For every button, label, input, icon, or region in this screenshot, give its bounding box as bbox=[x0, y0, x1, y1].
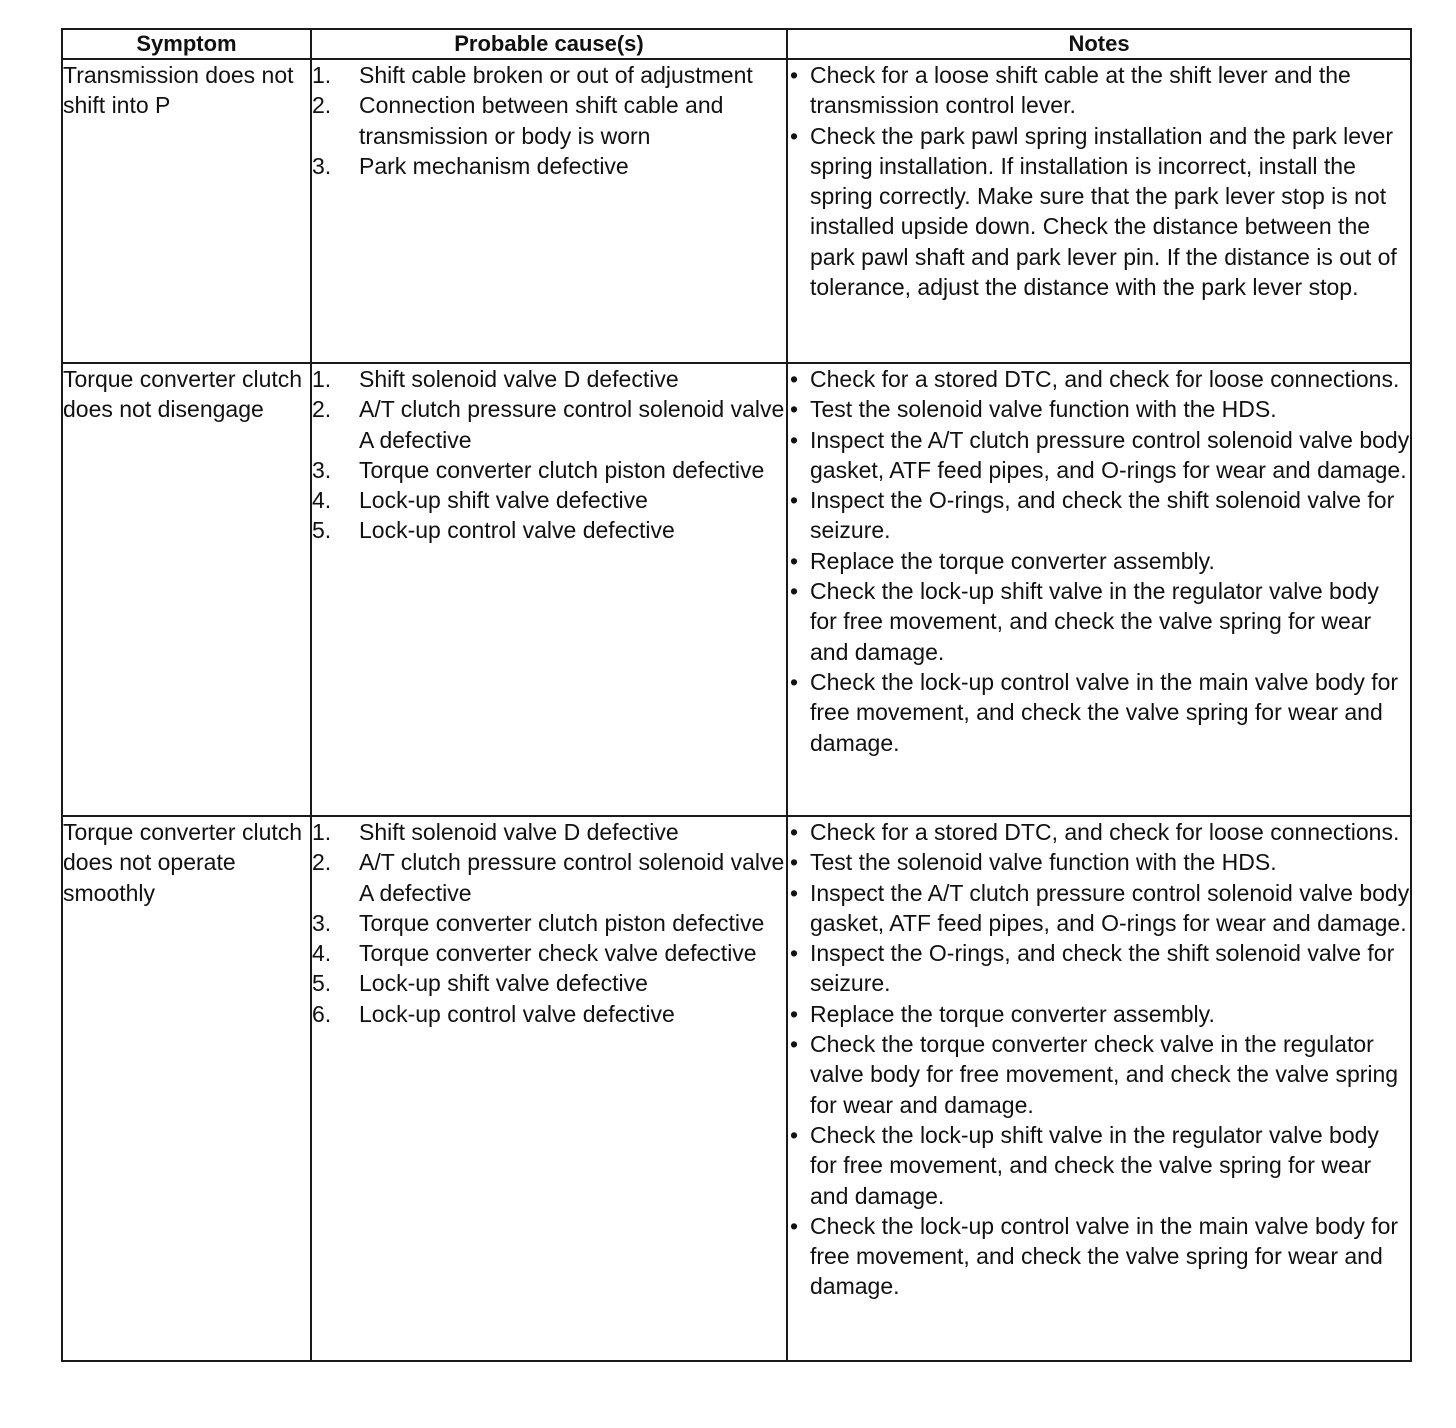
note-item bbox=[788, 667, 1410, 758]
cause-number: 6. bbox=[312, 1000, 332, 1027]
cause-item bbox=[312, 908, 786, 938]
cause-number: 4. bbox=[312, 940, 332, 967]
note-item bbox=[788, 938, 1410, 999]
cause-number: 3. bbox=[312, 152, 332, 179]
note-text: Inspect the A/T clutch pressure control solenoid valve body gasket, ATF feed pipes, and O-rings for wear and damage. bbox=[810, 426, 1410, 483]
note-text: Check the lock-up shift valve in the regulator valve body for free movement, and check the valve spring for wear and damage. bbox=[810, 1121, 1379, 1209]
table-row bbox=[62, 816, 1411, 1361]
cause-item bbox=[312, 817, 786, 847]
note-list bbox=[788, 817, 1410, 1302]
note-item bbox=[788, 1029, 1410, 1120]
cause-text: Shift solenoid valve D defective bbox=[359, 819, 679, 845]
note-item bbox=[788, 394, 1410, 424]
cause-text: Torque converter check valve defective bbox=[359, 940, 757, 967]
cause-text: Shift solenoid valve D defective bbox=[359, 366, 679, 392]
bullet-icon: • bbox=[790, 940, 799, 967]
note-text: Inspect the O-rings, and check the shift solenoid valve for seizure. bbox=[810, 940, 1395, 997]
bullet-icon: • bbox=[790, 487, 799, 514]
bullet-icon: • bbox=[790, 426, 799, 453]
cause-item bbox=[312, 90, 786, 151]
note-text: Check for a stored DTC, and check for loose connections. bbox=[810, 366, 1400, 392]
cause-text: Lock-up control valve defective bbox=[359, 517, 675, 544]
cause-number: 1. bbox=[312, 366, 332, 392]
cause-text: Park mechanism defective bbox=[359, 152, 629, 179]
note-text: Check the lock-up control valve in the main valve body for free movement, and check the valve spring for wear and damage. bbox=[810, 668, 1399, 756]
cause-list bbox=[312, 817, 786, 1029]
bullet-icon: • bbox=[790, 62, 799, 88]
note-item bbox=[788, 817, 1410, 847]
cause-number: 5. bbox=[312, 517, 332, 544]
cause-text: Torque converter clutch piston defective bbox=[359, 456, 765, 483]
note-text: Replace the torque converter assembly. bbox=[810, 547, 1215, 574]
cause-item bbox=[312, 364, 786, 394]
cause-list bbox=[312, 60, 786, 181]
note-text: Replace the torque converter assembly. bbox=[810, 1000, 1215, 1027]
bullet-icon: • bbox=[790, 396, 799, 423]
note-text: Check the torque converter check valve in the regulator valve body for free movement, and check the valve spring for wear and damage. bbox=[810, 1031, 1399, 1118]
table-row bbox=[62, 59, 1411, 363]
cause-item bbox=[312, 847, 786, 908]
table-row bbox=[62, 363, 1411, 816]
note-list bbox=[788, 364, 1410, 758]
note-item bbox=[788, 878, 1410, 939]
cause-text: Connection between shift cable and transmission or body is worn bbox=[359, 92, 724, 149]
bullet-icon: • bbox=[790, 1121, 799, 1148]
note-item bbox=[788, 546, 1410, 576]
bullet-icon: • bbox=[790, 578, 799, 605]
cause-item bbox=[312, 151, 786, 181]
note-item bbox=[788, 999, 1410, 1029]
troubleshooting-table bbox=[61, 28, 1412, 1362]
cause-text: Torque converter clutch piston defective bbox=[359, 909, 765, 936]
cause-number: 2. bbox=[312, 396, 332, 423]
note-item bbox=[788, 576, 1410, 667]
probable-causes-cell bbox=[311, 816, 787, 1361]
cause-text: A/T clutch pressure control solenoid valve A defective bbox=[359, 396, 785, 453]
bullet-icon: • bbox=[790, 1212, 799, 1239]
bullet-icon: • bbox=[790, 819, 799, 845]
note-text: Check the lock-up control valve in the main valve body for free movement, and check the valve spring for wear and damage. bbox=[810, 1212, 1399, 1300]
cause-number: 1. bbox=[312, 62, 332, 88]
note-item bbox=[788, 121, 1410, 303]
note-text: Check for a loose shift cable at the shift lever and the transmission control lever. bbox=[810, 62, 1351, 119]
cause-list bbox=[312, 364, 786, 546]
cause-item bbox=[312, 515, 786, 545]
cause-number: 2. bbox=[312, 92, 332, 119]
bullet-icon: • bbox=[790, 122, 799, 149]
symptom-cell: Torque converter clutch does not operate smoothly bbox=[62, 816, 311, 1361]
notes-cell bbox=[787, 363, 1411, 816]
note-item bbox=[788, 1211, 1410, 1302]
symptom-cell: Torque converter clutch does not disengage bbox=[62, 363, 311, 816]
note-text: Test the solenoid valve function with the HDS. bbox=[810, 849, 1277, 876]
note-text: Inspect the O-rings, and check the shift solenoid valve for seizure. bbox=[810, 487, 1395, 544]
bullet-icon: • bbox=[790, 1031, 799, 1058]
note-item bbox=[788, 60, 1410, 121]
cause-number: 5. bbox=[312, 970, 332, 997]
note-text: Check for a stored DTC, and check for loose connections. bbox=[810, 819, 1400, 845]
cause-number: 1. bbox=[312, 819, 332, 845]
cause-text: A/T clutch pressure control solenoid valve A defective bbox=[359, 849, 785, 906]
note-item bbox=[788, 364, 1410, 394]
cause-number: 2. bbox=[312, 849, 332, 876]
note-text: Check the lock-up shift valve in the regulator valve body for free movement, and check the valve spring for wear and damage. bbox=[810, 578, 1379, 665]
cause-text: Lock-up control valve defective bbox=[359, 1000, 675, 1027]
cause-item bbox=[312, 968, 786, 998]
bullet-icon: • bbox=[790, 849, 799, 876]
bullet-icon: • bbox=[790, 879, 799, 906]
cause-item bbox=[312, 999, 786, 1029]
header-probable-causes: Probable cause(s) bbox=[311, 29, 787, 59]
notes-cell bbox=[787, 59, 1411, 363]
note-text: Inspect the A/T clutch pressure control solenoid valve body gasket, ATF feed pipes, and O-rings for wear and damage. bbox=[810, 879, 1410, 936]
note-item bbox=[788, 485, 1410, 546]
note-text: Test the solenoid valve function with the HDS. bbox=[810, 396, 1277, 423]
probable-causes-cell bbox=[311, 59, 787, 363]
bullet-icon: • bbox=[790, 547, 799, 574]
cause-item bbox=[312, 485, 786, 515]
bullet-icon: • bbox=[790, 668, 799, 695]
notes-cell bbox=[787, 816, 1411, 1361]
cause-text: Lock-up shift valve defective bbox=[359, 487, 648, 514]
symptom-cell: Transmission does not shift into P bbox=[62, 59, 311, 363]
cause-number: 3. bbox=[312, 909, 332, 936]
note-item bbox=[788, 425, 1410, 486]
cause-number: 4. bbox=[312, 487, 332, 514]
cause-item bbox=[312, 938, 786, 968]
cause-item bbox=[312, 394, 786, 455]
note-item bbox=[788, 1120, 1410, 1211]
cause-text: Shift cable broken or out of adjustment bbox=[359, 62, 753, 88]
cause-number: 3. bbox=[312, 456, 332, 483]
header-row bbox=[62, 29, 1411, 59]
probable-causes-cell bbox=[311, 363, 787, 816]
bullet-icon: • bbox=[790, 366, 799, 392]
note-list bbox=[788, 60, 1410, 302]
note-text: Check the park pawl spring installation and the park lever spring installation. If installation is incorrect, install the spring correctly. Make sure that the park lever stop is not installed upside down. Check the distance between the park pawl shaft and park lever pin. If the distance is out of tolerance, adjust the distance with the park lever stop. bbox=[810, 122, 1397, 301]
cause-text: Lock-up shift valve defective bbox=[359, 970, 648, 997]
note-item bbox=[788, 847, 1410, 877]
header-symptom: Symptom bbox=[62, 29, 311, 59]
cause-item bbox=[312, 60, 786, 90]
header-notes: Notes bbox=[787, 29, 1411, 59]
bullet-icon: • bbox=[790, 1000, 799, 1027]
cause-item bbox=[312, 455, 786, 485]
